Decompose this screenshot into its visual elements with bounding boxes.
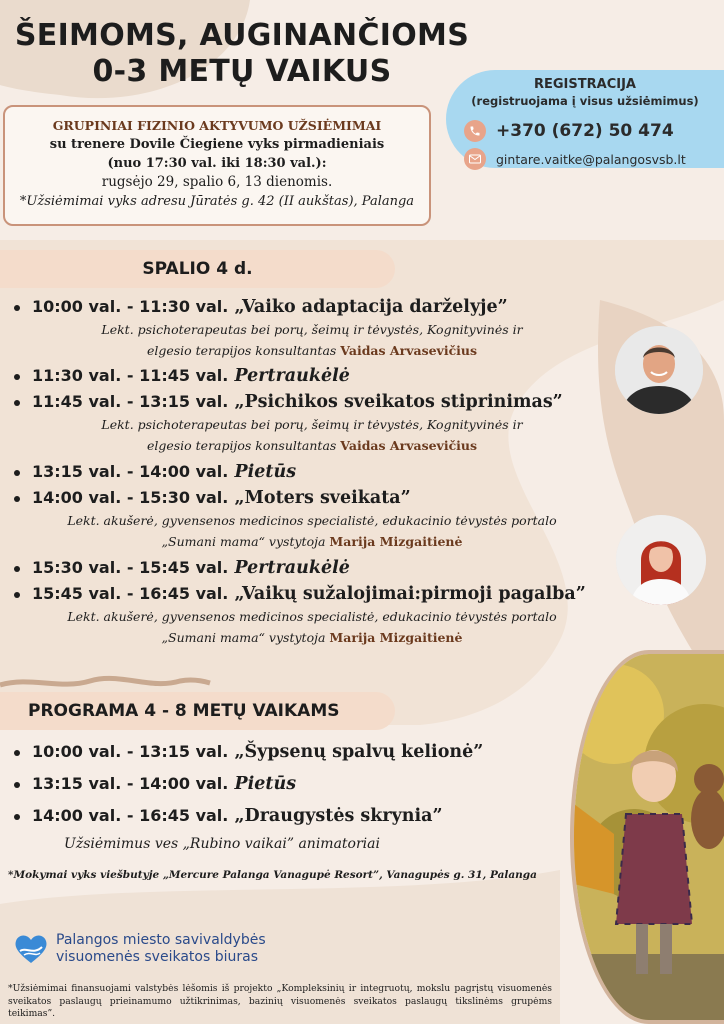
child-photo [570, 650, 724, 1024]
fitness-info-box: GRUPINIAI FIZINIO AKTYVUMO UŽSIĖMIMAI su trenere Dovile Čiegiene vyks pirmadieniais (nuo 17:30 val. iki 18:30 val.): rugsėjo 29, spalio 6, 13 dienomis. *Užsiėmimai vyks adresu Jūratės g. 42 (II aukštas), Palanga [3, 105, 431, 226]
venue-note: *Mokymai vyks viešbutyje „Mercure Palanga Vanagupė Resort”, Vanagupės g. 31, Palanga [8, 869, 537, 881]
phone-row[interactable] [464, 120, 674, 142]
schedule-item: 13:15 val. - 14:00 val. Pietūs [12, 772, 452, 796]
schedule-oct4 [12, 295, 612, 648]
lecturer-name: Vaidas Arvasevičius [340, 343, 478, 358]
lecturer-name: Marija Mizgaitienė [329, 534, 463, 549]
funding-note: *Užsiėmimai finansuojami valstybės lėšomis iš projekto „Kompleksinių ir integruotų, mokslu pagrįstų visuomenės sveikatos paslaugų prieinamumo užtikrinimas, bazinių visuomenės sveikatos paslaugų tikslinėms grupėms teikimas”. [8, 983, 552, 1019]
schedule-item: 11:30 val. - 11:45 val. Pertraukėlė [12, 364, 612, 388]
animators-note: Užsiėmimus ves „Rubino vaikai” animatoriai [64, 836, 380, 852]
heart-logo-icon [14, 933, 48, 965]
email-icon [464, 148, 486, 170]
email-address[interactable]: gintare.vaitke@palangosvsb.lt [496, 151, 686, 167]
phone-number[interactable]: +370 (672) 50 474 [496, 121, 674, 141]
organization-logo: Palangos miesto savivaldybės visuomenės sveikatos biuras [14, 932, 266, 966]
lecturer-photo-marija [616, 515, 706, 605]
registration-title: REGISTRACIJA [534, 77, 636, 92]
lecturer-photo-vaidas [615, 326, 703, 414]
phone-icon [464, 120, 486, 142]
schedule-item: 15:30 val. - 15:45 val. Pertraukėlė [12, 556, 612, 580]
schedule-item: 10:00 val. - 13:15 val. „Šypsenų spalvų kelionė” [12, 740, 452, 764]
schedule-item: 14:00 val. - 16:45 val. „Draugystės skrynia” [12, 804, 452, 828]
schedule-item: 10:00 val. - 11:30 val. „Vaiko adaptacija darželyje” Lekt. psichoterapeutas bei porų, šeimų ir tėvystės, Kognityvinės ir elgesio terapijos konsultantas Vaidas Arvasevičius [12, 295, 612, 361]
schedule-item: 13:15 val. - 14:00 val. Pietūs [12, 460, 612, 484]
email-row[interactable] [464, 148, 686, 170]
schedule-item: 15:45 val. - 16:45 val. „Vaikų sužalojimai:pirmoji pagalba” Lekt. akušerė, gyvensenos medicinos specialistė, edukacinio tėvystės portalo „Sumani mama“ vystytoja Marija Mizgaitienė [12, 582, 612, 648]
registration-subtitle: (registruojama į visus užsiėmimus) [471, 94, 699, 108]
lecturer-name: Vaidas Arvasevičius [340, 438, 478, 453]
page-title: ŠEIMOMS, AUGINANČIOMS 0-3 METŲ VAIKUS [14, 18, 470, 89]
schedule-item: 11:45 val. - 13:15 val. „Psichikos sveikatos stiprinimas” Lekt. psichoterapeutas bei porų, šeimų ir tėvystės, Kognityvinės ir elgesio terapijos konsultantas Vaidas Arvasevičius [12, 390, 612, 456]
schedule-item: 14:00 val. - 15:30 val. „Moters sveikata” Lekt. akušerė, gyvensenos medicinos specialistė, edukacinio tėvystės portalo „Sumani mama“ vystytoja Marija Mizgaitienė [12, 486, 612, 552]
section-heading-program: PROGRAMA 4 - 8 METŲ VAIKAMS [0, 692, 395, 730]
registration-box [446, 70, 724, 168]
lecturer-name: Marija Mizgaitienė [329, 630, 463, 645]
section-heading-oct4: SPALIO 4 d. [0, 250, 395, 288]
schedule-program [12, 740, 484, 852]
